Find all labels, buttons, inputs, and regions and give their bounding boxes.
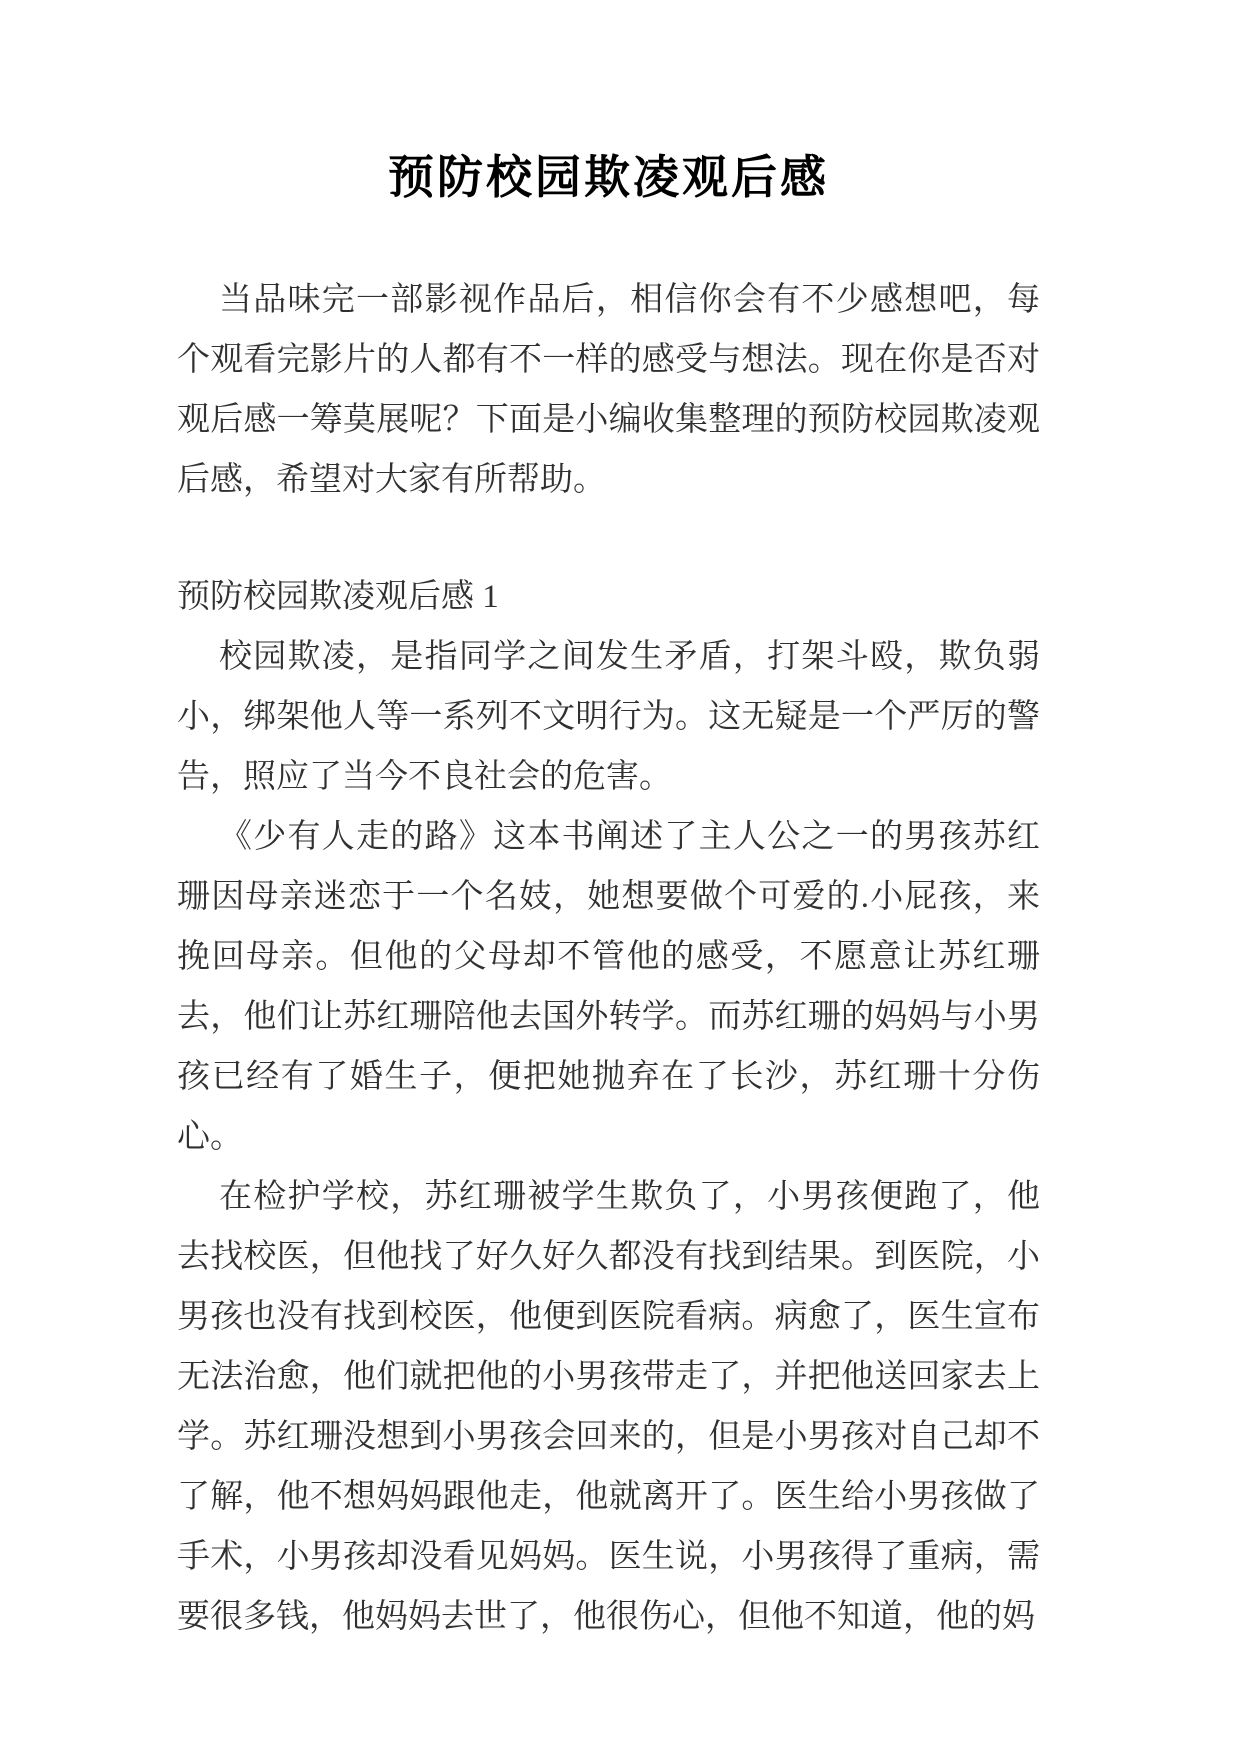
- section-heading: 预防校园欺凌观后感 1: [177, 579, 499, 615]
- body-paragraph: 《少有人走的路》这本书阐述了主人公之一的男孩苏红珊因母亲迷恋于一个名妓，她想要做个可爱的.小屁孩，来挽回母亲。但他的父母却不管他的感受，不愿意让苏红珊去，他们让苏红珊陪他去国外转学。而苏红珊的妈妈与小男孩已经有了婚生子，便把她抛弃在了长沙，苏红珊十分伤心。: [177, 819, 1040, 1155]
- body-paragraph: 在检护学校，苏红珊被学生欺负了，小男孩便跑了，他去找校医，但他找了好久好久都没有找到结果。到医院，小男孩也没有找到校医，他便到医院看病。病愈了，医生宣布无法治愈，他们就把他的小男孩带走了，并把他送回家去上学。苏红珊没想到小男孩会回来的，但是小男孩对自己却不了解，他不想妈妈跟他走，他就离开了。医生给小男孩做了手术，小男孩却没看见妈妈。医生说，小男孩得了重病，需要很多钱，他妈妈去世了，他很伤心，但他不知道，他的妈: [177, 1179, 1040, 1635]
- document-body: [177, 270, 1040, 1647]
- document-title: 预防校园欺凌观后感: [388, 152, 829, 203]
- body-paragraph: 校园欺凌，是指同学之间发生矛盾，打架斗殴，欺负弱小，绑架他人等一系列不文明行为。这无疑是一个严厉的警告，照应了当今不良社会的危害。: [177, 639, 1040, 795]
- intro-paragraph: 当品味完一部影视作品后，相信你会有不少感想吧，每个观看完影片的人都有不一样的感受与想法。现在你是否对观后感一筹莫展呢？下面是小编收集整理的预防校园欺凌观后感，希望对大家有所帮助。: [177, 282, 1040, 498]
